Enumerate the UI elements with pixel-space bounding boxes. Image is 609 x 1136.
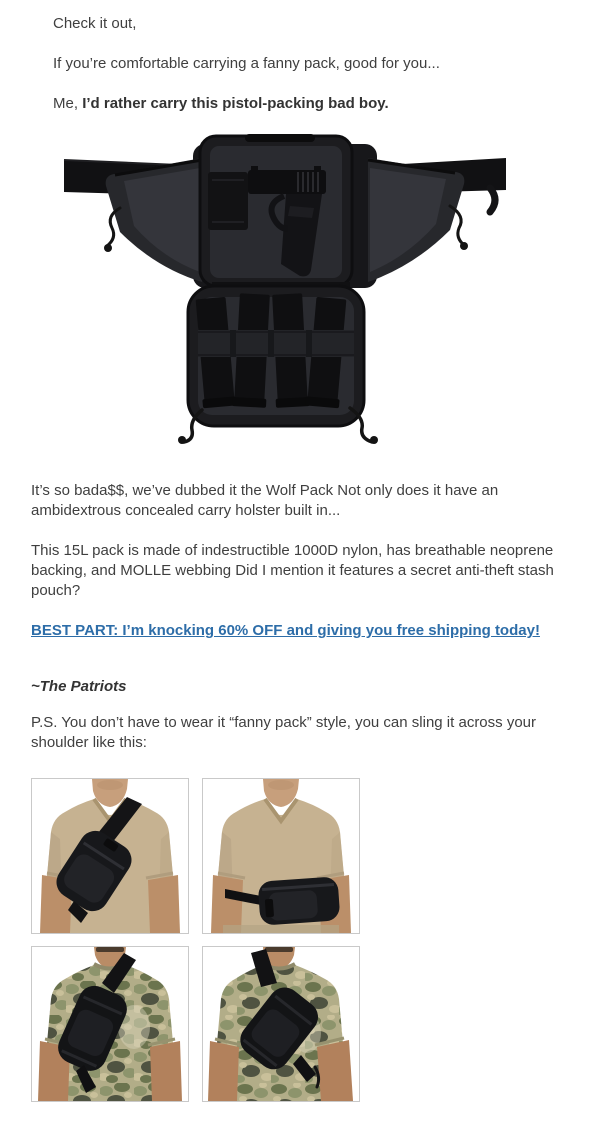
product-photo-illustration (60, 134, 510, 444)
photo-back-sling-angled (202, 946, 360, 1102)
right-arm (150, 1041, 182, 1101)
wearing-styles-photo-grid (31, 778, 576, 1102)
photo-front-sling (31, 778, 189, 934)
left-arm (211, 875, 243, 933)
model-front-sling-illustration (32, 779, 188, 933)
intro-line3-bold: I’d rather carry this pistol-packing bad boy. (82, 95, 389, 112)
intro-line2: If you’re comfortable carrying a fanny pack, good for you... (53, 55, 440, 72)
ps-paragraph: P.S. You don’t have to wear it “fanny pack” style, you can sling it across your shoulder like this: (31, 714, 536, 751)
details-section (0, 481, 609, 1125)
right-arm (317, 1040, 353, 1101)
left-arm (208, 1041, 239, 1101)
specs-paragraph: This 15L pack is made of indestructible 1000D nylon, has breathable neoprene backing, and MOLLE webbing Did I mention it features a secret anti-theft stash pouch? (31, 542, 554, 599)
product-photo-open-pack (60, 134, 510, 444)
intro-line3 (53, 94, 569, 114)
top-lid-holster-compartment (200, 134, 352, 286)
greeting-text: Check it out, (53, 15, 137, 32)
discount-offer-link[interactable]: BEST PART: I’m knocking 60% OFF and giving you free shipping today! (31, 622, 540, 639)
bottom-magazine-pouch (178, 286, 378, 444)
photo-front-waist (202, 778, 360, 934)
intro-section (0, 0, 609, 444)
photo-back-sling (31, 946, 189, 1102)
intro-line3-prefix: Me, (53, 95, 83, 112)
model-hair (265, 947, 293, 952)
model-hair (96, 947, 124, 952)
model-back-sling-illustration (32, 947, 188, 1101)
wolfpack-paragraph: It’s so bada$$, we’ve dubbed it the Wolf Pack Not only does it have an ambidextrous concealed carry holster built in... (31, 482, 499, 519)
fanny-pack (258, 876, 341, 925)
model-back-angled-illustration (203, 947, 359, 1101)
cta-line (31, 621, 576, 641)
signature-text: ~The Patriots (31, 678, 127, 695)
right-arm (148, 875, 180, 933)
model-front-waist-illustration (203, 779, 359, 933)
